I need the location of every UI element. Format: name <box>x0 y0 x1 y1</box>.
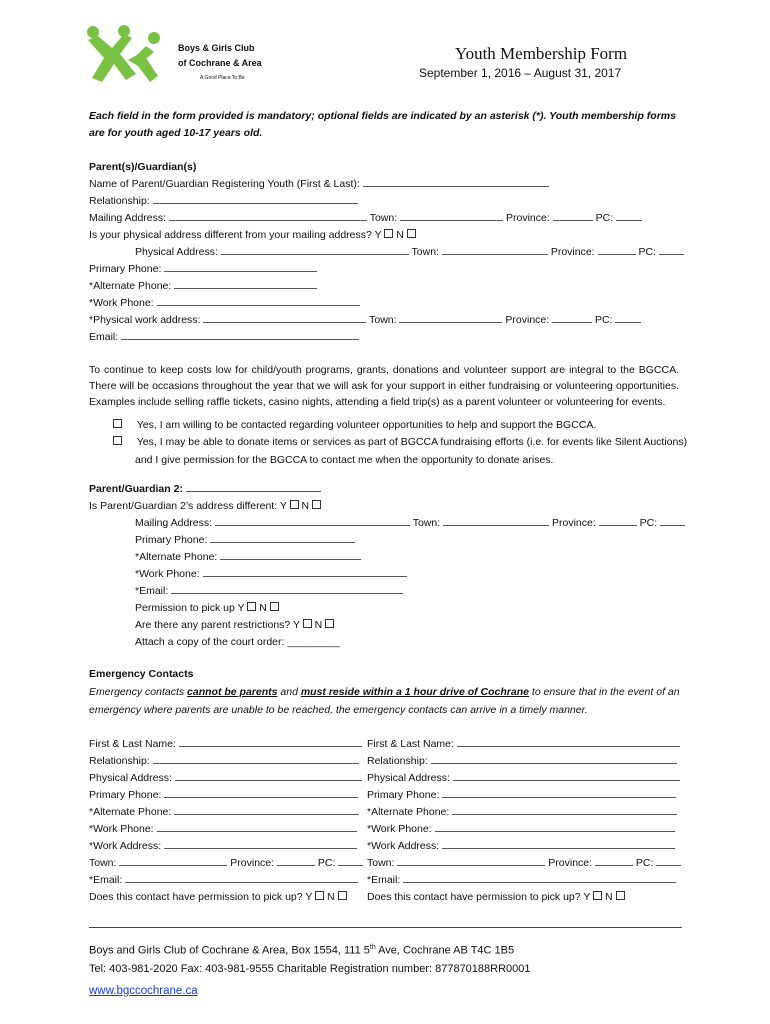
guardian2-primary-phone-label: Primary Phone: <box>135 534 208 546</box>
support-paragraph: To continue to keep costs low for child/youth programs, grants, donations and volunteer support are integral to the BGCCA. There will be occasions throughout the year that we will ask for your support in either fundraising or volunteering opportunities. Examples include selling raffle tickets, casino nights, attending a field trip(s) as a parent volunteer or volunteering for events. <box>89 364 679 408</box>
ec1-pickup-yes-checkbox[interactable] <box>315 891 324 900</box>
guardian2-mailing-row <box>135 516 685 530</box>
guardian2-email-field[interactable] <box>171 584 403 594</box>
emergency-text-must-reside: must reside within a 1 hour drive of Cochrane <box>300 686 529 698</box>
ec1-town-field[interactable] <box>119 856 227 866</box>
physical-diff-n-label: N <box>396 229 404 241</box>
ec1-work-address-field[interactable] <box>164 839 357 849</box>
ec1-name-label: First & Last Name: <box>89 738 176 750</box>
guardian2-restrictions-row <box>135 618 334 632</box>
ec2-province-label: Province: <box>548 857 593 869</box>
ec2-relationship-label: Relationship: <box>367 755 428 767</box>
guardian2-email-label: *Email: <box>135 585 169 597</box>
ec1-town-label: Town: <box>89 857 117 869</box>
emergency-text-line1 <box>89 685 680 699</box>
guardian2-name-field[interactable] <box>186 482 321 492</box>
parent-alt-phone-field[interactable] <box>174 279 317 289</box>
parent-work-address-row <box>89 313 641 327</box>
ec2-pc-field[interactable] <box>656 856 681 866</box>
footer-website-link[interactable]: www.bgccochrane.ca <box>89 985 198 997</box>
guardian2-province-field[interactable] <box>599 516 637 526</box>
guardian2-mailing-field[interactable] <box>215 516 410 526</box>
donate-option-row <box>113 435 687 449</box>
ec1-physical-label: Physical Address: <box>89 772 172 784</box>
ec1-work-address-label: *Work Address: <box>89 840 162 852</box>
guardian2-alt-phone-row <box>135 550 361 564</box>
ec1-work-phone-label: *Work Phone: <box>89 823 154 835</box>
ec2-email-field[interactable] <box>403 873 676 883</box>
ec1-name-field[interactable] <box>179 737 362 747</box>
guardian2-pickup-label: Permission to pick up Y <box>135 602 245 614</box>
ec1-alt-phone-field[interactable] <box>174 805 359 815</box>
parent-email-label: Email: <box>89 331 119 343</box>
guardian2-address-diff-row <box>89 499 321 513</box>
org-name-line2: of Cochrane & Area <box>178 58 262 68</box>
footer-address-b: Ave, Cochrane AB T4C 1B5 <box>375 944 515 957</box>
parent-work-province-label: Province: <box>505 314 550 326</box>
guardian2-mailing-label: Mailing Address: <box>135 517 213 529</box>
parent-pc-label: PC: <box>595 212 614 224</box>
guardian2-heading: Parent/Guardian 2: <box>89 483 183 495</box>
donate-checkbox[interactable] <box>113 436 122 445</box>
parent-physical-label: Physical Address: <box>135 246 218 258</box>
parent-pc-field[interactable] <box>616 211 642 221</box>
bgcca-logo-icon <box>84 24 164 86</box>
parent-name-field[interactable] <box>363 177 549 187</box>
ec2-work-address-row <box>367 839 675 853</box>
ec1-work-address-row <box>89 839 357 853</box>
guardian2-pickup-no-checkbox[interactable] <box>270 602 279 611</box>
ec1-pc-field[interactable] <box>338 856 363 866</box>
parent-mailing-label: Mailing Address: <box>89 212 167 224</box>
ec1-primary-phone-row <box>89 788 358 802</box>
physical-diff-row <box>89 228 416 242</box>
ec2-primary-phone-row <box>367 788 676 802</box>
guardian2-alt-phone-field[interactable] <box>220 550 361 560</box>
ec2-town-row <box>367 856 681 870</box>
parent-work-pc-field[interactable] <box>615 313 641 323</box>
volunteer-option-label: Yes, I am willing to be contacted regarding volunteer opportunities to help and support the BGCCA. <box>136 419 597 431</box>
guardian2-restrictions-no-checkbox[interactable] <box>325 619 334 628</box>
parent-relationship-row <box>89 194 358 208</box>
ec1-email-row <box>89 873 358 887</box>
parent-work-address-field[interactable] <box>203 313 366 323</box>
guardian2-heading-row <box>89 482 321 496</box>
parent-physical-province-field[interactable] <box>598 245 636 255</box>
parent-mailing-field[interactable] <box>169 211 367 221</box>
ec1-primary-phone-field[interactable] <box>164 788 358 798</box>
volunteer-option-row <box>113 418 596 432</box>
parent-alt-phone-label: *Alternate Phone: <box>89 280 172 292</box>
ec2-alt-phone-row <box>367 805 677 819</box>
ec1-alt-phone-row <box>89 805 359 819</box>
parent-primary-phone-label: Primary Phone: <box>89 263 162 275</box>
ec1-pickup-no-checkbox[interactable] <box>338 891 347 900</box>
guardian2-work-phone-label: *Work Phone: <box>135 568 200 580</box>
ec1-province-field[interactable] <box>277 856 315 866</box>
ec1-pc-label: PC: <box>317 857 336 869</box>
footer-address <box>89 941 514 958</box>
emergency-text-a: Emergency contacts <box>89 686 188 698</box>
ec2-pickup-yes-checkbox[interactable] <box>593 891 602 900</box>
guardian2-pc-field[interactable] <box>660 516 685 526</box>
ec1-pickup-row <box>89 890 347 904</box>
physical-diff-no-checkbox[interactable] <box>407 229 416 238</box>
ec2-work-address-field[interactable] <box>442 839 675 849</box>
emergency-text-cannot-be-parents: cannot be parents <box>187 686 278 698</box>
ec1-email-field[interactable] <box>125 873 358 883</box>
footer-address-sup: th <box>369 944 376 951</box>
parent-primary-phone-field[interactable] <box>164 262 317 272</box>
parents-heading: Parent(s)/Guardian(s) <box>89 161 197 173</box>
ec2-alt-phone-field[interactable] <box>452 805 677 815</box>
guardian2-address-diff-yes-checkbox[interactable] <box>290 500 299 509</box>
ec2-work-phone-field[interactable] <box>435 822 675 832</box>
parent-email-row <box>89 330 359 344</box>
guardian2-work-phone-field[interactable] <box>203 567 407 577</box>
parent-physical-pc-field[interactable] <box>659 245 684 255</box>
ec2-relationship-field[interactable] <box>431 754 677 764</box>
ec2-pickup-row <box>367 890 625 904</box>
guardian2-pc-label: PC: <box>639 517 658 529</box>
ec2-town-field[interactable] <box>397 856 545 866</box>
guardian2-restrictions-label: Are there any parent restrictions? Y <box>135 619 300 631</box>
footer-contact: Tel: 403-981-2020 Fax: 403-981-9555 Charitable Registration number: 877870188RR0001 <box>89 963 531 975</box>
parent-work-phone-label: *Work Phone: <box>89 297 154 309</box>
parent-relationship-label: Relationship: <box>89 195 150 207</box>
intro-text: Each field in the form provided is mandatory; optional fields are indicated by an asterisk (*). Youth membership forms are for youth aged 10-17 years old. <box>89 110 676 139</box>
ec2-email-label: *Email: <box>367 874 401 886</box>
ec2-work-phone-row <box>367 822 675 836</box>
ec2-province-field[interactable] <box>595 856 633 866</box>
parent-primary-phone-row <box>89 262 317 276</box>
guardian2-address-diff-label: Is Parent/Guardian 2’s address different: Y <box>89 500 287 512</box>
ec2-relationship-row <box>367 754 677 768</box>
parent-work-phone-field[interactable] <box>157 296 360 306</box>
parent-physical-pc-label: PC: <box>638 246 656 258</box>
ec1-work-phone-field[interactable] <box>157 822 357 832</box>
parent-work-pc-label: PC: <box>595 314 613 326</box>
ec2-pickup-n-label: N <box>605 891 613 903</box>
parent-physical-province-label: Province: <box>550 246 595 258</box>
footer-divider <box>89 927 682 928</box>
ec2-pickup-label: Does this contact have permission to pick up? Y <box>367 891 591 903</box>
physical-diff-label: Is your physical address different from your mailing address? Y <box>89 229 382 241</box>
emergency-text-c: and <box>277 686 301 698</box>
parent-work-phone-row <box>89 296 360 310</box>
ec1-alt-phone-label: *Alternate Phone: <box>89 806 172 818</box>
ec1-relationship-field[interactable] <box>153 754 359 764</box>
ec2-primary-phone-field[interactable] <box>442 788 676 798</box>
ec1-town-row <box>89 856 363 870</box>
ec2-pc-label: PC: <box>635 857 654 869</box>
ec1-pickup-label: Does this contact have permission to pick up? Y <box>89 891 313 903</box>
physical-diff-yes-checkbox[interactable] <box>384 229 393 238</box>
emergency-text-line2: emergency where parents are unable to be reached, the emergency contacts can arrive in a timely manner. <box>89 704 588 716</box>
parent-province-label: Province: <box>505 212 550 224</box>
parent-physical-town-field[interactable] <box>442 245 548 255</box>
ec1-pickup-n-label: N <box>327 891 335 903</box>
volunteer-checkbox[interactable] <box>113 419 122 428</box>
guardian2-primary-phone-field[interactable] <box>210 533 355 543</box>
org-name-line1: Boys & Girls Club <box>178 43 255 53</box>
guardian2-restrictions-yes-checkbox[interactable] <box>303 619 312 628</box>
guardian2-primary-phone-row <box>135 533 355 547</box>
ec2-work-address-label: *Work Address: <box>367 840 440 852</box>
parent-physical-field[interactable] <box>221 245 409 255</box>
ec1-work-phone-row <box>89 822 357 836</box>
guardian2-pickup-row <box>135 601 279 615</box>
guardian2-town-label: Town: <box>412 517 441 529</box>
parent-name-label: Name of Parent/Guardian Registering Youth (First & Last): <box>89 178 360 190</box>
guardian2-court-order: Attach a copy of the court order: _________ <box>135 636 340 648</box>
ec2-pickup-no-checkbox[interactable] <box>616 891 625 900</box>
ec2-email-row <box>367 873 676 887</box>
guardian2-address-diff-n-label: N <box>301 500 310 512</box>
ec2-town-label: Town: <box>367 857 395 869</box>
parent-alt-phone-row <box>89 279 317 293</box>
ec2-primary-phone-label: Primary Phone: <box>367 789 440 801</box>
parent-mailing-row <box>89 211 642 225</box>
emergency-heading: Emergency Contacts <box>89 668 194 680</box>
form-date-range: September 1, 2016 – August 31, 2017 <box>419 66 622 80</box>
parent-town-label: Town: <box>369 212 398 224</box>
ec2-name-label: First & Last Name: <box>367 738 454 750</box>
parent-town-field[interactable] <box>400 211 503 221</box>
parent-work-town-field[interactable] <box>399 313 502 323</box>
guardian2-alt-phone-label: *Alternate Phone: <box>135 551 218 563</box>
guardian2-pickup-yes-checkbox[interactable] <box>247 602 256 611</box>
ec1-relationship-label: Relationship: <box>89 755 150 767</box>
ec2-physical-row <box>367 771 680 785</box>
ec1-name-row <box>89 737 362 751</box>
guardian2-address-diff-no-checkbox[interactable] <box>312 500 321 509</box>
org-tagline: A Good Place To Be <box>200 75 245 81</box>
ec2-name-field[interactable] <box>457 737 680 747</box>
guardian2-work-phone-row <box>135 567 407 581</box>
guardian2-pickup-n-label: N <box>259 602 267 614</box>
parent-name-row <box>89 177 549 191</box>
ec1-email-label: *Email: <box>89 874 123 886</box>
guardian2-email-row <box>135 584 403 598</box>
parent-work-address-label: *Physical work address: <box>89 314 201 326</box>
ec2-physical-field[interactable] <box>453 771 680 781</box>
ec1-primary-phone-label: Primary Phone: <box>89 789 162 801</box>
parent-province-field[interactable] <box>553 211 593 221</box>
guardian2-province-label: Province: <box>551 517 596 529</box>
ec2-alt-phone-label: *Alternate Phone: <box>367 806 450 818</box>
form-title: Youth Membership Form <box>455 44 628 63</box>
ec2-work-phone-label: *Work Phone: <box>367 823 432 835</box>
parent-physical-row <box>135 245 684 259</box>
donate-option-line2: and I give permission for the BGCCA to contact me when the opportunity to donate arises. <box>135 454 554 466</box>
parent-work-province-field[interactable] <box>552 313 592 323</box>
guardian2-town-field[interactable] <box>443 516 549 526</box>
parent-email-field[interactable] <box>121 330 359 340</box>
donate-option-label: Yes, I may be able to donate items or services as part of BGCCA fundraising efforts (i.e. for events like Silent Auctions) <box>136 436 688 448</box>
parent-work-town-label: Town: <box>369 314 397 326</box>
guardian2-restrictions-n-label: N <box>314 619 323 631</box>
emergency-text-e: to ensure that in the event of an <box>528 686 680 698</box>
ec1-relationship-row <box>89 754 359 768</box>
ec1-physical-row <box>89 771 362 785</box>
ec1-province-label: Province: <box>230 857 275 869</box>
footer-website-row <box>89 984 198 998</box>
ec2-physical-label: Physical Address: <box>367 772 450 784</box>
ec1-physical-field[interactable] <box>175 771 362 781</box>
footer-address-a: Boys and Girls Club of Cochrane & Area, Box 1554, 111 5 <box>89 944 370 957</box>
parent-relationship-field[interactable] <box>153 194 358 204</box>
ec2-name-row <box>367 737 680 751</box>
parent-physical-town-label: Town: <box>411 246 439 258</box>
